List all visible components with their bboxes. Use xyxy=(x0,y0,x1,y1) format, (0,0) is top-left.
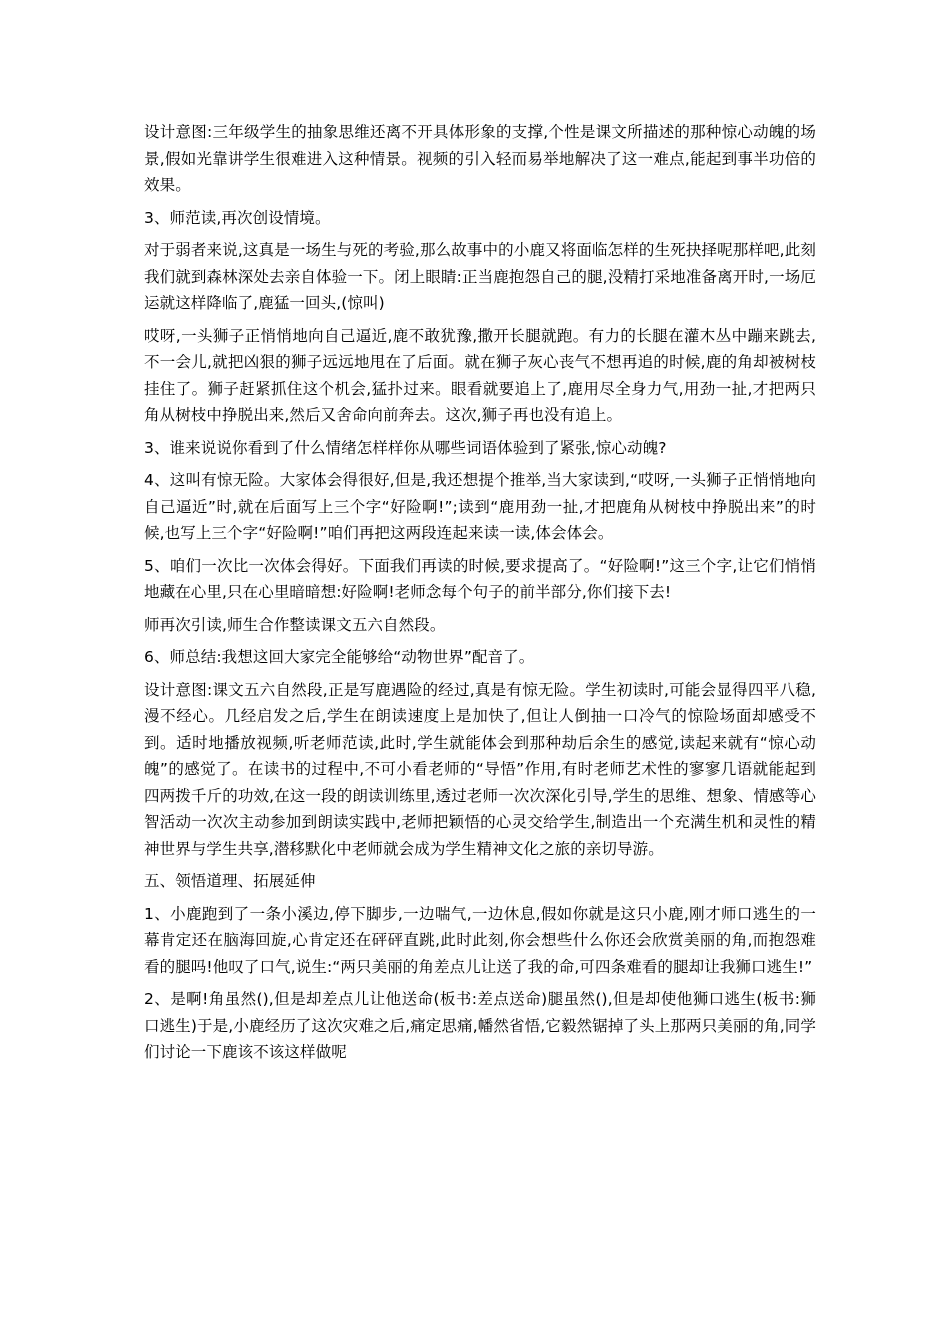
paragraph-item-2-discussion: 2、是啊!角虽然(),但是却差点儿让他送命(板书:差点送命)腿虽然(),但是却使他狮口逃生(板书:狮口逃生)于是,小鹿经历了这次灾难之后,痛定思痛,幡然省悟,它毅然锯掉了头上那两只美丽的角,同学们讨论一下鹿该不该这样做呢 xyxy=(144,990,816,1061)
paragraph-guided-reading: 师再次引读,师生合作整读课文五六自然段。 xyxy=(144,615,446,634)
paragraph-step-3-discussion: 3、谁来说说你看到了什么情绪怎样样你从哪些词语体验到了紧张,惊心动魄? xyxy=(144,438,667,457)
paragraph-step-5-reread: 5、咱们一次比一次体会得好。下面我们再读的时候,要求提高了。“好险啊!”这三个字,让它们悄悄地藏在心里,只在心里暗暗想:好险啊!老师念每个句子的前半部分,你们接下去! xyxy=(144,556,816,601)
section-heading-five: 五、领悟道理、拓展延伸 xyxy=(144,872,316,890)
paragraph-scene-setup: 对于弱者来说,这真是一场生与死的考验,那么故事中的小鹿又将面临怎样的生死抉择呢那样吧,此刻我们就到森林深处去亲自体验一下。闭上眼睛:正当鹿抱怨自己的腿,没精打采地准备离开时,一场厄运就这样降临了,鹿猛一回头,(惊叫) xyxy=(144,241,816,312)
document-page xyxy=(144,119,816,1072)
paragraph-item-1-stream: 1、小鹿跑到了一条小溪边,停下脚步,一边喘气,一边休息,假如你就是这只小鹿,刚才师口逃生的一幕肯定还在脑海回旋,心肯定还在砰砰直跳,此时此刻,你会想些什么你还会欣赏美丽的角,而抱怨难看的腿吗!他叹了口气,说生:“两只美丽的角差点儿让送了我的命,可四条难看的腿却让我狮口逃生!” xyxy=(144,904,816,976)
paragraph-design-intent-1: 设计意图:三年级学生的抽象思维还离不开具体形象的支撑,个性是课文所描述的那种惊心动魄的场景,假如光靠讲学生很难进入这种情景。视频的引入轻而易举地解决了这一难点,能起到事半功倍的效果。 xyxy=(144,123,816,194)
paragraph-lion-chase: 哎呀,一头狮子正悄悄地向自己逼近,鹿不敢犹豫,撒开长腿就跑。有力的长腿在灌木丛中蹦来跳去,不一会儿,就把凶狠的狮子远远地甩在了后面。就在狮子灰心丧气不想再追的时候,鹿的角却被树枝挂住了。狮子赶紧抓住这个机会,猛扑过来。眼看就要追上了,鹿用尽全身力气,用劲一扯,才把两只角从树枝中挣脱出来,然后又舍命向前奔去。这次,狮子再也没有追上。 xyxy=(144,326,816,424)
paragraph-step-4-close-call: 4、这叫有惊无险。大家体会得很好,但是,我还想提个推举,当大家读到,“哎呀,一头狮子正悄悄地向自己逼近”时,就在后面写上三个字“好险啊!”;读到“鹿用劲一扯,才把鹿角从树枝中挣脱出来”的时候,也写上三个字“好险啊!”咱们再把这两段连起来读一读,体会体会。 xyxy=(144,471,816,542)
paragraph-step-3-model-reading: 3、师范读,再次创设情境。 xyxy=(144,208,331,227)
paragraph-design-intent-2: 设计意图:课文五六自然段,正是写鹿遇险的经过,真是有惊无险。学生初读时,可能会显得四平八稳,漫不经心。几经启发之后,学生在朗读速度上是加快了,但让人倒抽一口冷气的惊险场面却感受不到。适时地播放视频,听老师范读,此时,学生就能体会到那种劫后余生的感觉,读起来就有“惊心动魄”的感觉了。在读书的过程中,不可小看老师的“导悟”作用,有时老师艺术性的寥寥几语就能起到四两拨千斤的功效,在这一段的朗读训练里,透过老师一次次深化引导,学生的思维、想象、情感等心智活动一次次主动参加到朗读实践中,老师把颖悟的心灵交给学生,制造出一个充满生机和灵性的精神世界与学生共享,潜移默化中老师就会成为学生精神文化之旅的亲切导游。 xyxy=(144,680,816,858)
paragraph-step-6-summary: 6、师总结:我想这回大家完全能够给“动物世界”配音了。 xyxy=(144,648,535,666)
